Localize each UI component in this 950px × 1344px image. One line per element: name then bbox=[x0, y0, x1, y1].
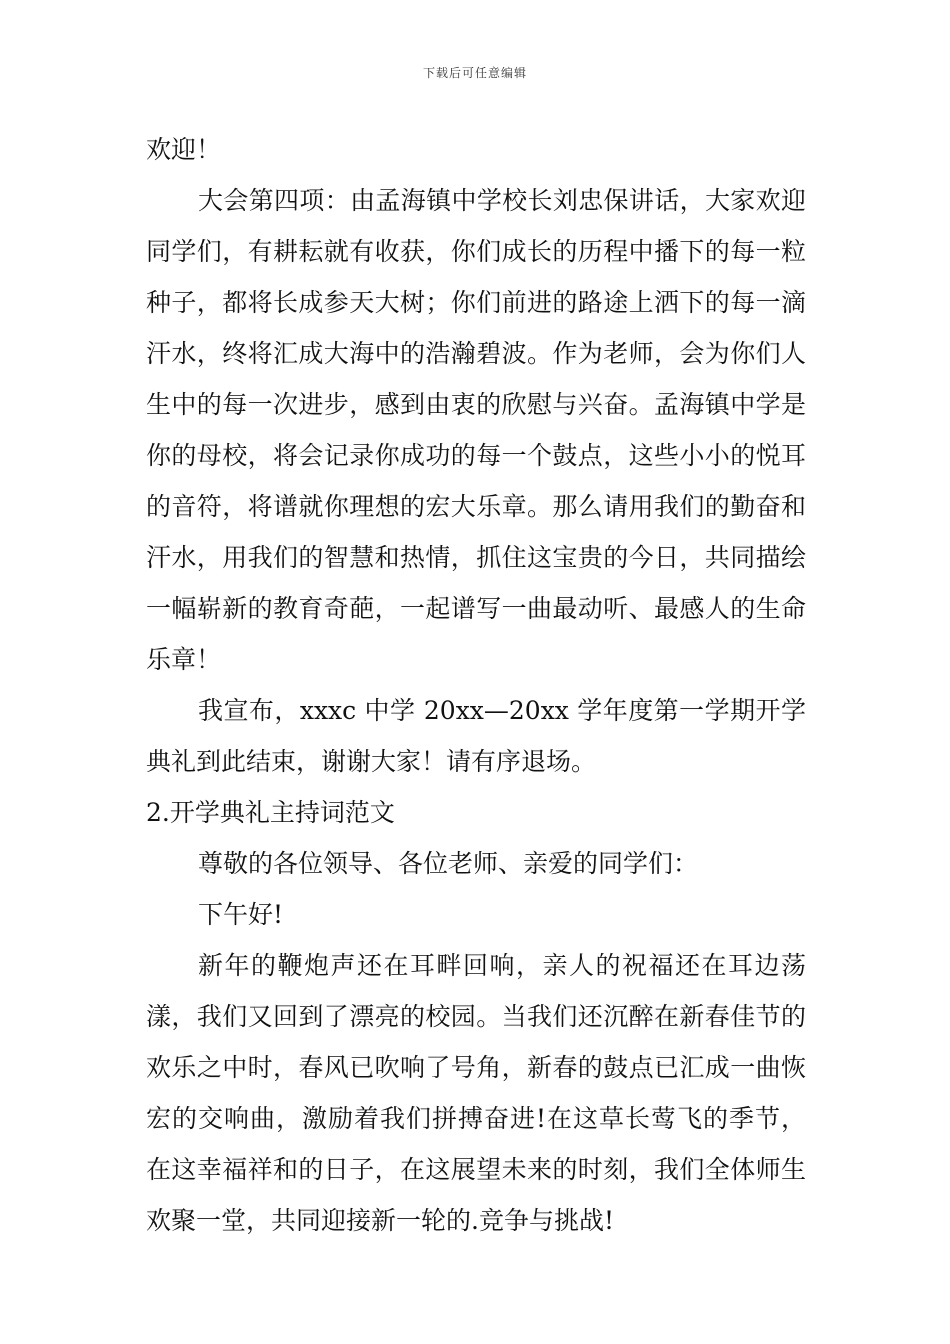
paragraph-new-year: 新年的鞭炮声还在耳畔回响，亲人的祝福还在耳边荡漾，我们又回到了漂亮的校园。当我们还沉醉在新春佳节的欢乐之中时，春风已吹响了号角，新春的鼓点已汇成一曲恢宏的交响曲，激励着我们拼搏奋进!在这草长莺飞的季节，在这幸福祥和的日子，在这展望未来的时刻，我们全体师生欢聚一堂，共同迎接新一轮的.竞争与挑战! bbox=[146, 951, 806, 1235]
paragraph-closing-announcement: 我宣布，xxxc 中学 20xx—20xx 学年度第一学期开学典礼到此结束，谢谢大家！请有序退场。 bbox=[146, 696, 806, 776]
page-header: 下载后可任意编辑 bbox=[422, 66, 527, 80]
section-heading: 2.开学典礼主持词范文 bbox=[146, 798, 395, 827]
document-body bbox=[146, 124, 806, 1246]
paragraph-salutation: 尊敬的各位领导、各位老师、亲爱的同学们： bbox=[198, 849, 699, 878]
paragraph-welcome-end: 欢迎！ bbox=[146, 135, 222, 164]
paragraph-greeting: 下午好! bbox=[198, 900, 284, 929]
paragraph-agenda-item-four: 大会第四项：由孟海镇中学校长刘忠保讲话，大家欢迎同学们，有耕耘就有收获，你们成长的历程中播下的每一粒种子，都将长成参天大树；你们前进的路途上洒下的每一滴汗水，终将汇成大海中的浩瀚碧波。作为老师，会为你们人生中的每一次进步，感到由衷的欣慰与兴奋。孟海镇中学是你的母校，将会记录你成功的每一个鼓点，这些小小的悦耳的音符，将谱就你理想的宏大乐章。那么请用我们的勤奋和汗水，用我们的智慧和热情，抓住这宝贵的今日，共同描绘一幅崭新的教育奇葩，一起谱写一曲最动听、最感人的生命乐章！ bbox=[146, 186, 806, 674]
